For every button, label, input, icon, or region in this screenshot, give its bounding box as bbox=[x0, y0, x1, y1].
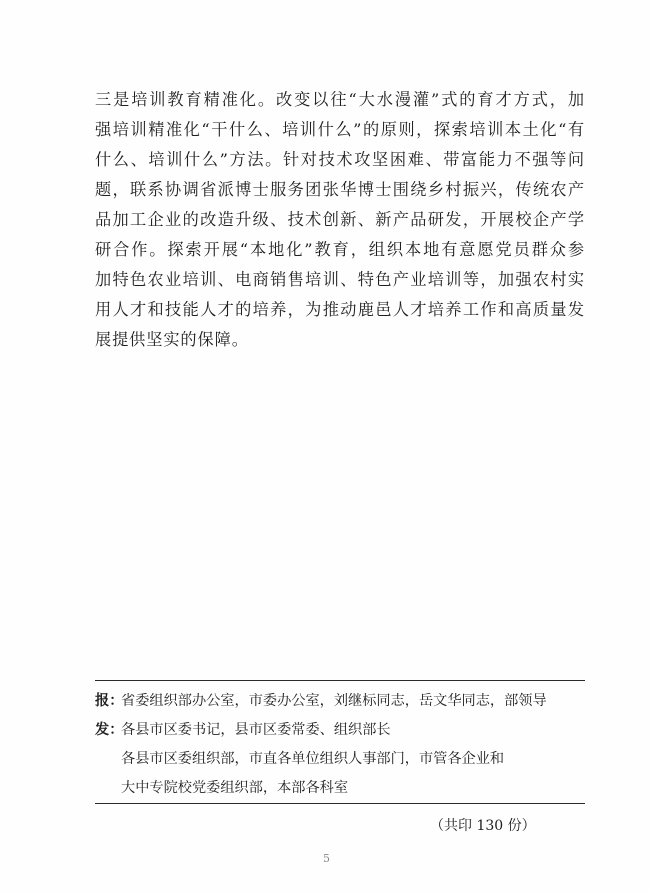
report-recipients: 省委组织部办公室，市委办公室，刘继标同志，岳文华同志，部领导 bbox=[121, 693, 547, 709]
paragraph-line: 题，联系协调省派博士服务团张华博士围绕乡村振兴，传统农产 bbox=[95, 180, 585, 199]
paragraph-line-last: 展提供坚实的保障。 bbox=[95, 330, 249, 349]
report-label: 报： bbox=[95, 693, 124, 709]
paragraph-line: 加特色农业培训、电商销售培训、特色产业培训等，加强农村实 bbox=[95, 270, 585, 289]
send-recipients-line: 各县市区委组织部，市直各单位组织人事部门，市管各企业和 bbox=[121, 751, 505, 767]
page-number: 5 bbox=[323, 852, 330, 865]
copies-note: （共印 130 份） bbox=[430, 818, 536, 834]
paragraph-line: 强培训精准化“干什么、培训什么”的原则，探索培训本土化“有 bbox=[95, 120, 585, 139]
send-recipients-line: 各县市区委书记，县市区委常委、组织部长 bbox=[121, 722, 391, 738]
report-row bbox=[95, 687, 585, 716]
send-row-continued bbox=[95, 774, 585, 803]
paragraph-line: 什么、培训什么”方法。针对技术攻坚困难、带富能力不强等问 bbox=[95, 150, 585, 169]
send-label: 发： bbox=[95, 722, 124, 738]
paragraph-line: 品加工企业的改造升级、技术创新、新产品研发，开展校企产学 bbox=[95, 210, 585, 229]
send-row bbox=[95, 716, 585, 745]
body-paragraph bbox=[95, 85, 585, 355]
send-recipients-line: 大中专院校党委组织部，本部各科室 bbox=[121, 780, 349, 796]
paragraph-line: 三是培训教育精准化。改变以往“大水漫灌”式的育才方式，加 bbox=[95, 90, 585, 109]
distribution-block bbox=[95, 680, 585, 804]
send-row-continued bbox=[95, 745, 585, 774]
paragraph-line: 用人才和技能人才的培养，为推动鹿邑人才培养工作和高质量发 bbox=[95, 300, 585, 319]
paragraph-line: 研合作。探索开展“本地化”教育，组织本地有意愿党员群众参 bbox=[95, 240, 585, 259]
bottom-divider bbox=[95, 803, 585, 804]
